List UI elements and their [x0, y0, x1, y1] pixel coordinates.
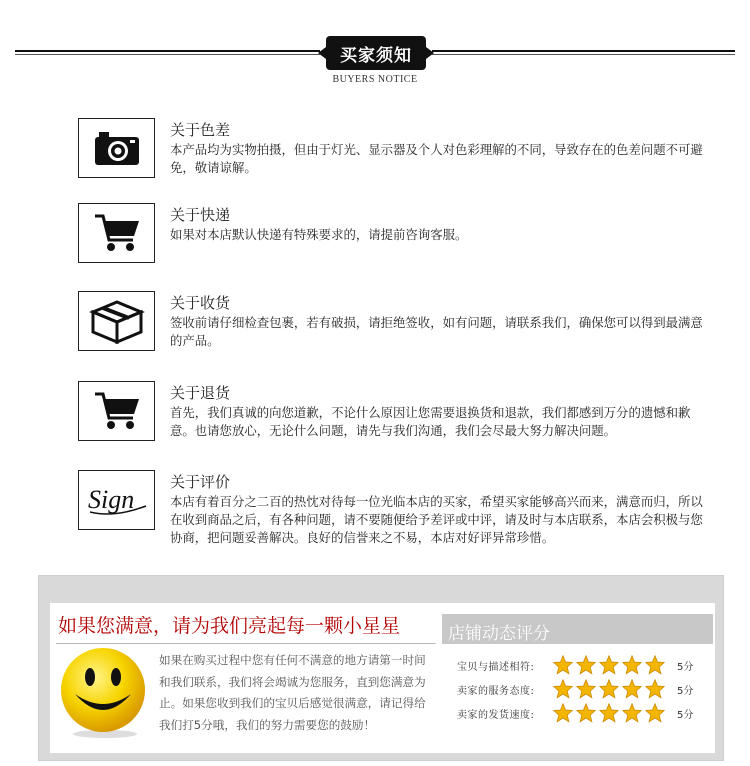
- rating-score: 5分: [677, 685, 694, 697]
- header-subtitle: BUYERS NOTICE: [332, 74, 418, 85]
- star-icon: [645, 703, 665, 723]
- rating-row-label: 宝贝与描述相符:: [457, 661, 535, 673]
- smiley-icon: [55, 644, 151, 740]
- header-rule-right: [432, 50, 735, 52]
- notice-text: 如果对本店默认快递有特殊要求的，请提前咨询客服。: [170, 227, 468, 242]
- notice-title: 关于评价: [170, 473, 231, 491]
- star-icon: [622, 655, 642, 675]
- star-icon: [576, 655, 596, 675]
- star-icon: [553, 655, 573, 675]
- rating-slogan: 如果您满意，请为我们亮起每一颗小星星: [58, 615, 401, 637]
- camera-icon: [78, 118, 155, 178]
- star-icon: [576, 703, 596, 723]
- header-title: 买家须知: [326, 36, 426, 70]
- rating-row: [457, 654, 693, 676]
- rating-row: [457, 678, 693, 700]
- star-icon: [645, 679, 665, 699]
- rating-row-label: 卖家的发货速度:: [457, 709, 535, 721]
- notice-text: 签收前请仔细检查包裹，若有破损，请拒绝签收，如有问题，请联系我们，确保您可以得到最满意的产品。: [170, 315, 703, 348]
- header-rule-left: [15, 50, 320, 52]
- score-title: 店铺动态评分: [448, 624, 550, 644]
- notice-title: 关于快递: [170, 206, 231, 224]
- rating-score: 5分: [677, 709, 694, 721]
- rating-stars: [553, 703, 669, 723]
- cart-icon: [78, 381, 155, 441]
- sign-icon: [78, 470, 155, 530]
- star-icon: [599, 703, 619, 723]
- notice-text: 首先，我们真诚的向您道歉，不论什么原因让您需要退换货和退款，我们都感到万分的遗憾和歉意。也请您放心，无论什么问题，请先与我们沟通，我们会尽最大努力解决问题。: [170, 405, 691, 438]
- notice-title: 关于退货: [170, 384, 231, 402]
- header-rule-left-thin: [15, 54, 320, 55]
- star-icon: [599, 679, 619, 699]
- notice-title: 关于收货: [170, 294, 231, 312]
- star-icon: [622, 679, 642, 699]
- rating-score: 5分: [677, 661, 694, 673]
- star-icon: [645, 655, 665, 675]
- rating-row-label: 卖家的服务态度:: [457, 685, 535, 697]
- star-icon: [553, 679, 573, 699]
- rating-row: [457, 702, 693, 724]
- notice-title: 关于色差: [170, 121, 231, 139]
- notice-text: 本产品均为实物拍摄，但由于灯光、显示器及个人对色彩理解的不同，导致存在的色差问题不可避免，敬请谅解。: [170, 142, 703, 175]
- notice-text: 本店有着百分之二百的热忱对待每一位光临本店的买家，希望买家能够高兴而来，满意而归，所以在收到商品之后，有各种问题，请不要随便给予差评或中评，请及时与本店联系，本店会积极与您协商，把问题妥善解决。良好的信誉来之不易，本店对好评异常珍惜。: [170, 494, 703, 545]
- star-icon: [599, 655, 619, 675]
- rating-stars: [553, 655, 669, 675]
- star-icon: [622, 703, 642, 723]
- star-icon: [576, 679, 596, 699]
- cart-icon: [78, 203, 155, 263]
- star-icon: [553, 703, 573, 723]
- rating-description: 如果在购买过程中您有任何不满意的地方请第一时间和我们联系，我们将会竭诚为您服务，直到您满意为止。如果您收到我们的宝贝后感觉很满意，请记得给我们打5分哦，我们的努力需要您的鼓励！: [159, 653, 426, 732]
- box-icon: [78, 291, 155, 351]
- header-rule-right-thin: [432, 54, 735, 55]
- rating-stars: [553, 679, 669, 699]
- svg-text:Sign: Sign: [87, 485, 134, 514]
